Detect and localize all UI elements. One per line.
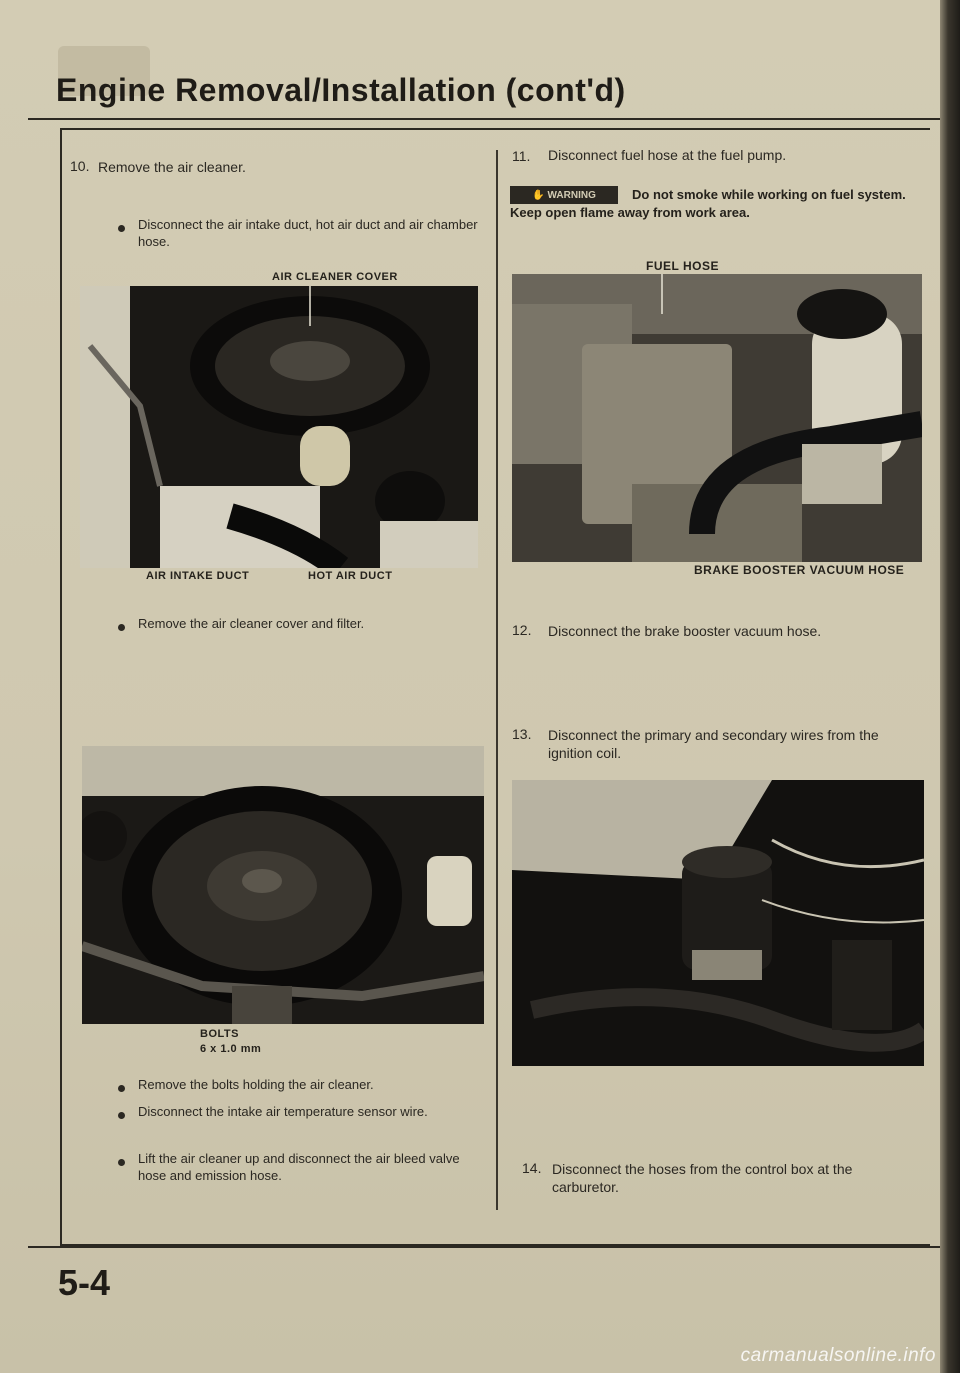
column-divider: [496, 150, 498, 1210]
title-rule: [28, 118, 940, 120]
label-air-cleaner-cover: AIR CLEANER COVER: [272, 271, 398, 283]
bullet-dot-icon: [118, 1085, 125, 1092]
warning-badge-label: WARNING: [547, 189, 596, 201]
step-10-text: Remove the air cleaner.: [98, 159, 246, 175]
warning-hand-icon: ✋: [532, 189, 545, 201]
label-bolts: BOLTS: [200, 1028, 239, 1040]
label-bolt-size: 6 x 1.0 mm: [200, 1043, 262, 1055]
book-spine: [940, 0, 960, 1373]
label-air-intake-duct: AIR INTAKE DUCT: [146, 570, 250, 582]
step-13-number: 13.: [512, 726, 532, 742]
step-10-number: 10.: [70, 158, 90, 174]
bullet-lift-air-cleaner: Lift the air cleaner up and disconnect the air bleed valve hose and emission hose.: [138, 1151, 460, 1183]
label-hot-air-duct: HOT AIR DUCT: [308, 570, 393, 582]
step-11-text: Disconnect fuel hose at the fuel pump.: [548, 147, 787, 163]
photo-air-cleaner-cover: [80, 286, 478, 568]
bullet-dot-icon: [118, 1159, 125, 1166]
step-14-number: 14.: [522, 1160, 542, 1176]
label-brake-booster-vacuum-hose: BRAKE BOOSTER VACUUM HOSE: [694, 563, 905, 577]
watermark: carmanualsonline.info: [740, 1345, 936, 1366]
photo-ignition-coil: [512, 780, 924, 1066]
bullet-dot-icon: [118, 624, 125, 631]
step-12-number: 12.: [512, 622, 532, 638]
step-12-text: Disconnect the brake booster vacuum hose.: [548, 623, 822, 639]
bullet-remove-cover: Remove the air cleaner cover and filter.: [138, 616, 365, 631]
step-14-text: Disconnect the hoses from the control box at the carburetor.: [552, 1161, 853, 1195]
bullet-disconnect-sensor: Disconnect the intake air temperature sensor wire.: [138, 1104, 428, 1119]
photo-air-cleaner-bolts: [82, 746, 484, 1024]
photo-fuel-hose: [512, 274, 922, 562]
warning-text: Do not smoke while working on fuel system. Keep open flame away from work area.: [510, 187, 906, 220]
label-fuel-hose: FUEL HOSE: [646, 259, 719, 273]
step-11-number: 11.: [512, 148, 531, 164]
bullet-remove-bolts: Remove the bolts holding the air cleaner.: [138, 1077, 374, 1092]
bullet-dot-icon: [118, 1112, 125, 1119]
step-13-text: Disconnect the primary and secondary wires from the ignition coil.: [548, 727, 879, 761]
page-title: Engine Removal/Installation (cont'd): [56, 72, 626, 108]
bullet-dot-icon: [118, 225, 125, 232]
bottom-rule: [28, 1246, 940, 1248]
bullet-disconnect-ducts: Disconnect the air intake duct, hot air duct and air chamber hose.: [138, 217, 478, 249]
page-number: 5-4: [58, 1262, 111, 1303]
